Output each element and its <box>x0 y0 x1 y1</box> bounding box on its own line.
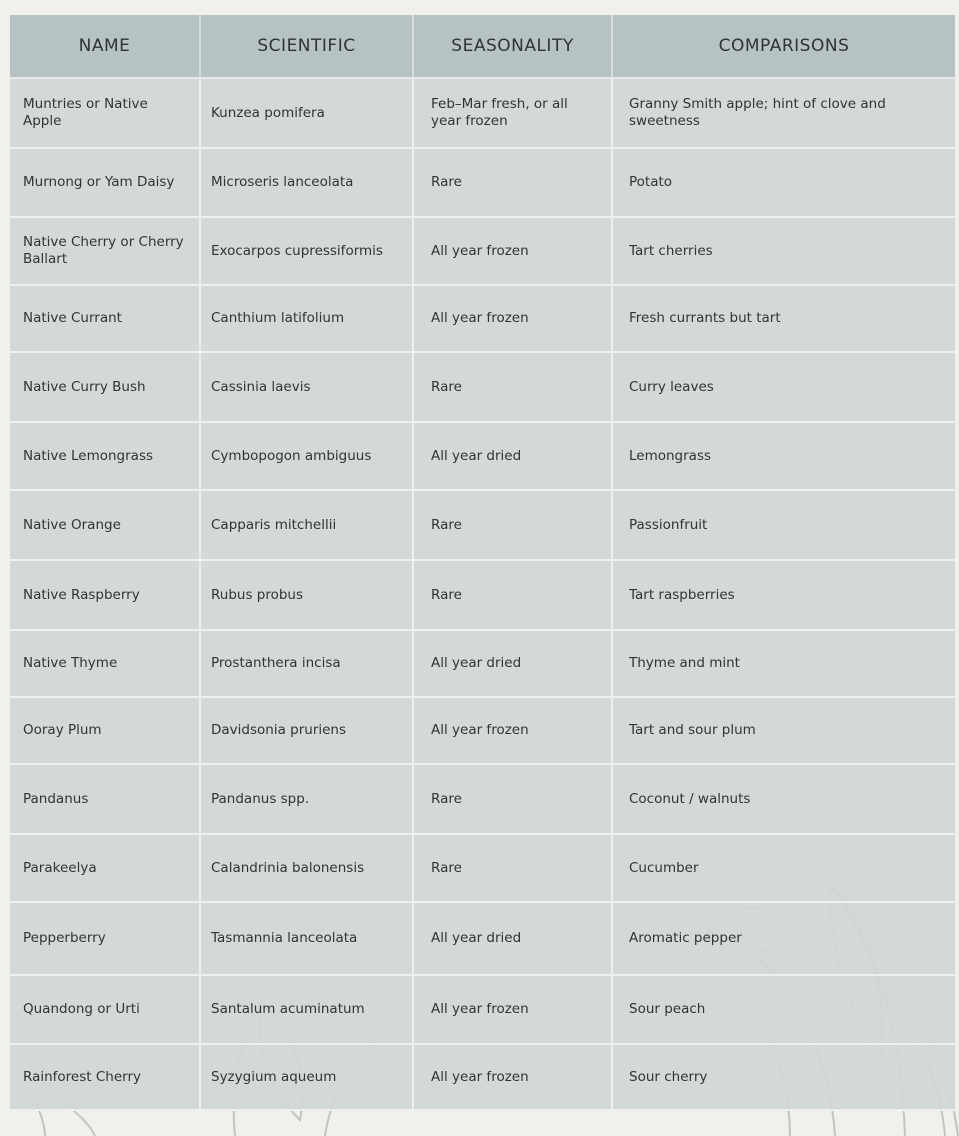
cell-scientific: Cassinia laevis <box>200 352 413 422</box>
cell-seasonality: Rare <box>413 148 612 217</box>
table-row <box>10 975 955 1044</box>
cell-name: Native Curry Bush <box>10 352 200 422</box>
cell-comparison: Potato <box>612 148 955 217</box>
table-row <box>10 352 955 422</box>
cell-name: Native Cherry or Cherry Ballart <box>10 217 200 285</box>
table-row <box>10 285 955 352</box>
cell-comparison: Passionfruit <box>612 490 955 560</box>
cell-name: Pepperberry <box>10 902 200 975</box>
table-row <box>10 697 955 764</box>
table-row <box>10 1044 955 1110</box>
cell-comparison: Curry leaves <box>612 352 955 422</box>
cell-scientific: Prostanthera incisa <box>200 630 413 697</box>
cell-name: Muntries or Native Apple <box>10 78 200 148</box>
cell-seasonality: All year dried <box>413 902 612 975</box>
cell-seasonality: All year dried <box>413 422 612 490</box>
cell-name: Rainforest Cherry <box>10 1044 200 1110</box>
cell-comparison: Cucumber <box>612 834 955 902</box>
cell-seasonality: Rare <box>413 490 612 560</box>
table-body <box>10 78 955 1110</box>
cell-comparison: Coconut / walnuts <box>612 764 955 834</box>
cell-comparison: Thyme and mint <box>612 630 955 697</box>
cell-comparison: Sour cherry <box>612 1044 955 1110</box>
header-row <box>10 15 955 78</box>
cell-seasonality: Rare <box>413 352 612 422</box>
cell-comparison: Tart cherries <box>612 217 955 285</box>
header-seasonality: SEASONALITY <box>413 15 612 78</box>
header-scientific: SCIENTIFIC <box>200 15 413 78</box>
cell-name: Murnong or Yam Daisy <box>10 148 200 217</box>
native-ingredients-table-wrapper <box>10 15 955 1111</box>
table-row <box>10 764 955 834</box>
cell-scientific: Canthium latifolium <box>200 285 413 352</box>
cell-scientific: Pandanus spp. <box>200 764 413 834</box>
cell-scientific: Capparis mitchellii <box>200 490 413 560</box>
cell-scientific: Exocarpos cupressiformis <box>200 217 413 285</box>
cell-seasonality: All year frozen <box>413 217 612 285</box>
table-row <box>10 902 955 975</box>
cell-scientific: Cymbopogon ambiguus <box>200 422 413 490</box>
cell-name: Parakeelya <box>10 834 200 902</box>
table-row <box>10 490 955 560</box>
cell-seasonality: All year frozen <box>413 1044 612 1110</box>
cell-scientific: Rubus probus <box>200 560 413 630</box>
table-row <box>10 834 955 902</box>
header-name: NAME <box>10 15 200 78</box>
cell-scientific: Davidsonia pruriens <box>200 697 413 764</box>
cell-name: Native Currant <box>10 285 200 352</box>
cell-name: Pandanus <box>10 764 200 834</box>
cell-seasonality: Feb–Mar fresh, or all year frozen <box>413 78 612 148</box>
cell-scientific: Syzygium aqueum <box>200 1044 413 1110</box>
table-row <box>10 422 955 490</box>
cell-comparison: Granny Smith apple; hint of clove and sweetness <box>612 78 955 148</box>
cell-scientific: Calandrinia balonensis <box>200 834 413 902</box>
cell-comparison: Lemongrass <box>612 422 955 490</box>
header-comparisons: COMPARISONS <box>612 15 955 78</box>
cell-seasonality: Rare <box>413 764 612 834</box>
cell-name: Ooray Plum <box>10 697 200 764</box>
cell-seasonality: All year frozen <box>413 697 612 764</box>
native-ingredients-table <box>10 15 955 1111</box>
cell-scientific: Tasmannia lanceolata <box>200 902 413 975</box>
cell-name: Native Orange <box>10 490 200 560</box>
cell-comparison: Tart raspberries <box>612 560 955 630</box>
cell-name: Native Thyme <box>10 630 200 697</box>
cell-comparison: Fresh currants but tart <box>612 285 955 352</box>
cell-seasonality: All year frozen <box>413 285 612 352</box>
cell-name: Quandong or Urti <box>10 975 200 1044</box>
cell-comparison: Tart and sour plum <box>612 697 955 764</box>
cell-scientific: Santalum acuminatum <box>200 975 413 1044</box>
table-row <box>10 78 955 148</box>
cell-scientific: Kunzea pomifera <box>200 78 413 148</box>
cell-name: Native Lemongrass <box>10 422 200 490</box>
cell-name: Native Raspberry <box>10 560 200 630</box>
cell-scientific: Microseris lanceolata <box>200 148 413 217</box>
cell-seasonality: All year dried <box>413 630 612 697</box>
table-row <box>10 630 955 697</box>
table-row <box>10 217 955 285</box>
table-row <box>10 560 955 630</box>
table-row <box>10 148 955 217</box>
cell-seasonality: Rare <box>413 834 612 902</box>
table-header <box>10 15 955 78</box>
cell-comparison: Aromatic pepper <box>612 902 955 975</box>
cell-seasonality: All year frozen <box>413 975 612 1044</box>
cell-seasonality: Rare <box>413 560 612 630</box>
cell-comparison: Sour peach <box>612 975 955 1044</box>
